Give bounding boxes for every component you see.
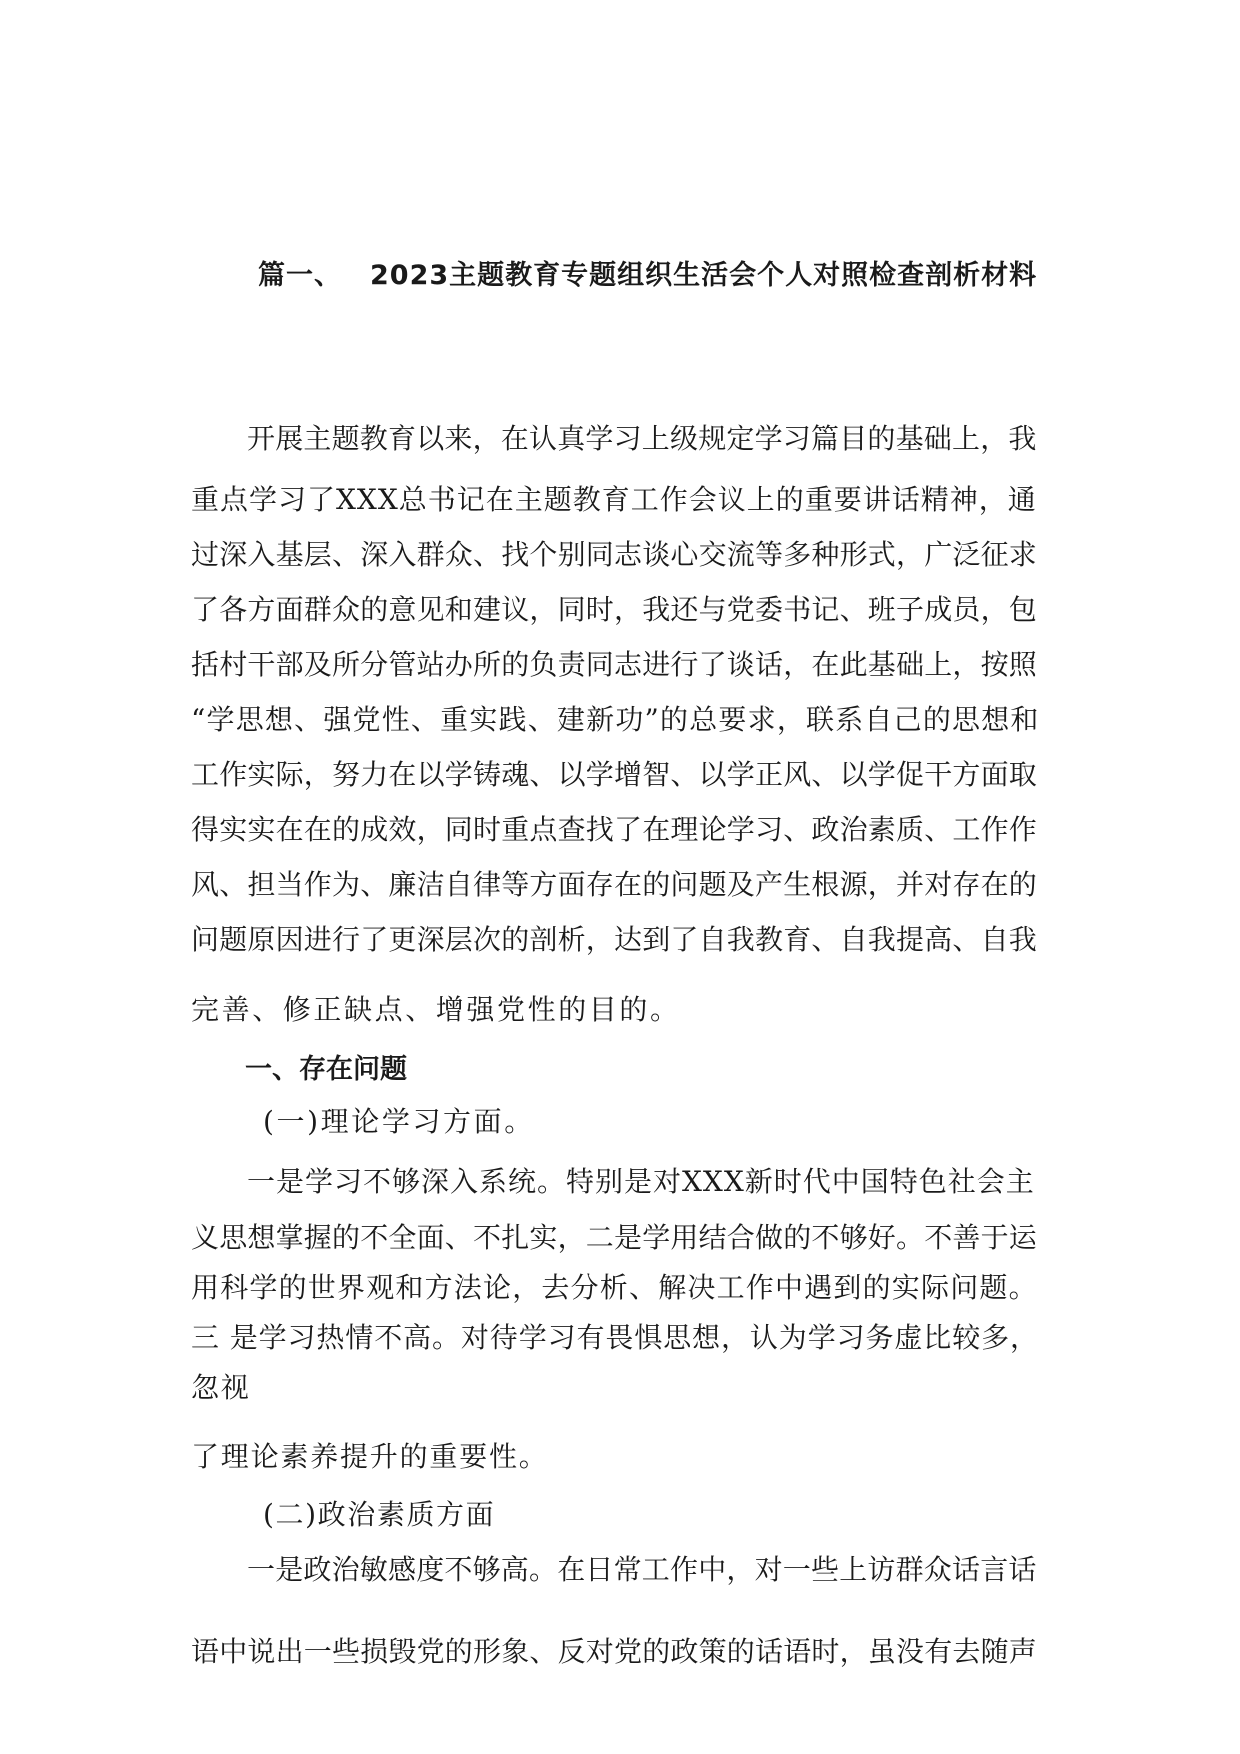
section-heading: 一、存在问题 bbox=[245, 1054, 407, 1085]
intro-line: 问题原因进行了更深层次的剖析，达到了自我教育、自我提高、自我 bbox=[191, 923, 1038, 956]
body-line: 语中说出一些损毁党的形象、反对党的政策的话语时，虽没有去随声 bbox=[191, 1635, 1038, 1668]
body-line: 了理论素养提升的重要性。 bbox=[191, 1440, 549, 1473]
intro-line: 风、担当作为、廉洁自律等方面存在的问题及产生根源，并对存在的 bbox=[191, 868, 1038, 901]
intro-line: 工作实际，努力在以学铸魂、以学增智、以学正风、以学促干方面取 bbox=[191, 758, 1038, 791]
body-line: 三 是学习热情不高。对待学习有畏惧思想，认为学习务虚比较多， bbox=[191, 1321, 1039, 1354]
document-title bbox=[258, 256, 1037, 296]
body-line: 用科学的世界观和方法论，去分析、解决工作中遇到的实际问题。 bbox=[191, 1271, 1038, 1304]
intro-line: 括村干部及所分管站办所的负责同志进行了谈话，在此基础上，按照 bbox=[191, 648, 1038, 681]
body-line: 义思想掌握的不全面、不扎实，二是学用结合做的不够好。不善于运 bbox=[191, 1221, 1038, 1254]
title-prefix: 篇一、 bbox=[258, 260, 342, 291]
intro-line: “学思想、强党性、重实践、建新功”的总要求，联系自己的思想和 bbox=[191, 703, 1040, 736]
intro-line: 完善、修正缺点、增强党性的目的。 bbox=[191, 993, 681, 1026]
body-line: 一是学习不够深入系统。特别是对XXX新时代中国特色社会主 bbox=[247, 1165, 1035, 1198]
intro-line: 开展主题教育以来，在认真学习上级规定学习篇目的基础上，我 bbox=[247, 422, 1037, 455]
body-line: 忽视 bbox=[191, 1371, 251, 1404]
intro-line: 得实实在在的成效，同时重点查找了在理论学习、政治素质、工作作 bbox=[191, 813, 1038, 846]
intro-line: 了各方面群众的意见和建议，同时，我还与党委书记、班子成员，包 bbox=[191, 593, 1038, 626]
subsection-heading: (一)理论学习方面。 bbox=[263, 1105, 535, 1138]
body-line: 一是政治敏感度不够高。在日常工作中，对一些上访群众话言话 bbox=[247, 1553, 1037, 1586]
title-text: 2023主题教育专题组织生活会个人对照检查剖析材料 bbox=[370, 260, 1038, 291]
subsection-heading: (二)政治素质方面 bbox=[263, 1498, 496, 1531]
intro-line: 重点学习了XXX总书记在主题教育工作会议上的重要讲话精神，通 bbox=[191, 483, 1037, 516]
intro-line: 过深入基层、深入群众、找个别同志谈心交流等多种形式，广泛征求 bbox=[191, 538, 1038, 571]
